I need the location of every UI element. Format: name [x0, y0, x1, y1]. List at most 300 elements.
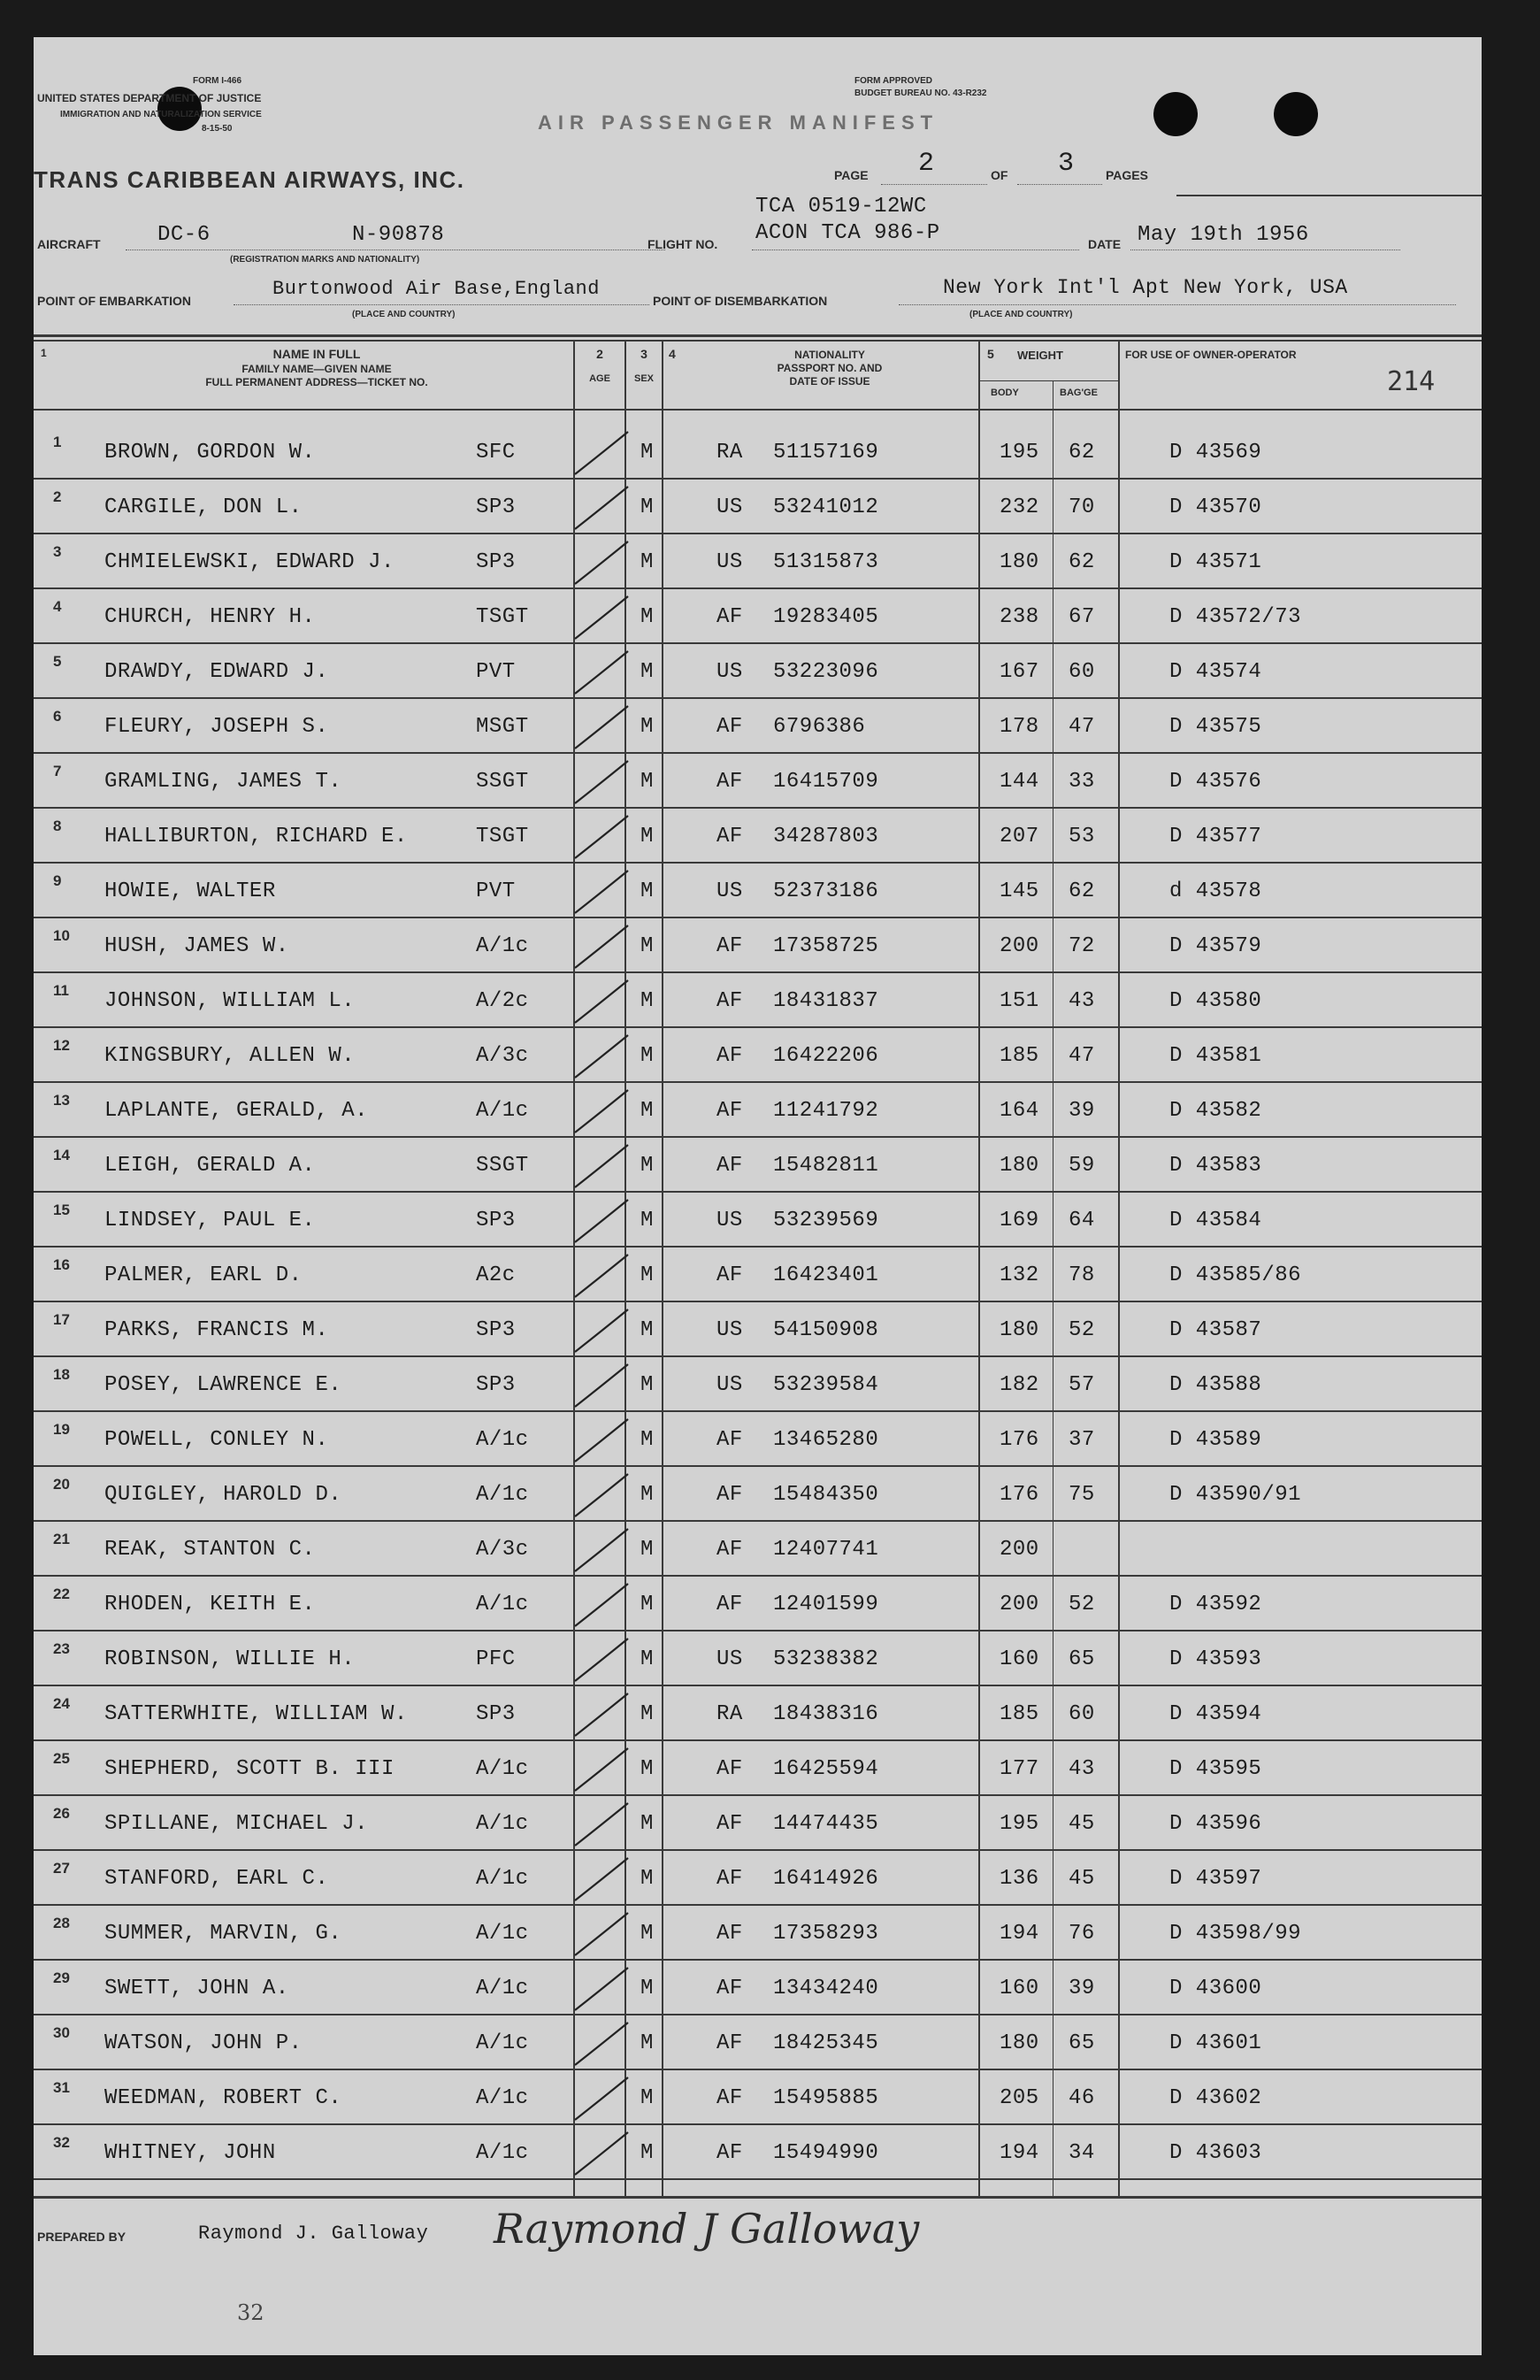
passenger-nationality: AF: [716, 1812, 743, 1836]
body-weight: 144: [1000, 770, 1039, 794]
age-slash-mark: [575, 1639, 628, 1681]
ticket-number: d 43578: [1169, 879, 1262, 903]
baggage-weight-heading: BAG'GE: [1060, 388, 1098, 398]
flight-date: May 19th 1956: [1138, 223, 1309, 247]
ticket-number: D 43594: [1169, 1702, 1262, 1726]
passenger-nationality: AF: [716, 715, 743, 739]
age-slash-mark: [575, 1803, 628, 1846]
age-slash-mark: [575, 1913, 628, 1955]
passenger-rank: A/1c: [476, 1428, 529, 1452]
body-weight: 169: [1000, 1209, 1039, 1232]
ticket-number: D 43600: [1169, 1977, 1262, 2000]
passenger-name: DRAWDY, EDWARD J.: [104, 660, 329, 684]
passport-number: 12407741: [773, 1538, 879, 1562]
passenger-sex: M: [640, 2086, 654, 2110]
passenger-rank: TSGT: [476, 605, 529, 629]
budget-bureau: BUDGET BUREAU NO. 43-R232: [854, 88, 987, 98]
ticket-number: D 43580: [1169, 989, 1262, 1013]
passenger-name: HOWIE, WALTER: [104, 879, 276, 903]
passport-number: 16414926: [773, 1867, 879, 1891]
body-weight: 207: [1000, 825, 1039, 848]
passenger-rank: A/3c: [476, 1044, 529, 1068]
passenger-nationality: US: [716, 1373, 743, 1397]
ticket-number: D 43588: [1169, 1373, 1262, 1397]
ticket-number: D 43590/91: [1169, 1483, 1302, 1507]
age-slash-mark: [575, 1858, 628, 1900]
age-slash-mark: [575, 1529, 628, 1571]
passenger-nationality: AF: [716, 2031, 743, 2055]
passenger-nationality: AF: [716, 2141, 743, 2165]
passenger-nationality: AF: [716, 1099, 743, 1123]
owner-operator-heading: FOR USE OF OWNER-OPERATOR: [1125, 349, 1297, 361]
passenger-sex: M: [640, 1044, 654, 1068]
passenger-sex: M: [640, 1593, 654, 1616]
embarkation-point: Burtonwood Air Base,England: [272, 278, 600, 300]
age-column-strokes: [34, 37, 1482, 2355]
prepared-by-label: PREPARED BY: [37, 2230, 126, 2244]
weight-heading: WEIGHT: [1017, 349, 1063, 362]
ticket-number: D 43571: [1169, 550, 1262, 574]
ticket-number: D 43585/86: [1169, 1263, 1302, 1287]
passenger-rank: A/1c: [476, 1977, 529, 2000]
family-name-heading: FAMILY NAME—GIVEN NAME: [241, 362, 392, 375]
passenger-name: LAPLANTE, GERALD, A.: [104, 1099, 369, 1123]
row-number: 2: [53, 488, 62, 505]
passport-number: 15494990: [773, 2141, 879, 2165]
flight-number-2: ACON TCA 986-P: [755, 221, 940, 245]
row-number: 31: [53, 2079, 70, 2096]
ticket-number: D 43576: [1169, 770, 1262, 794]
age-slash-mark: [575, 596, 628, 639]
body-weight: 194: [1000, 1922, 1039, 1946]
passenger-name: SPILLANE, MICHAEL J.: [104, 1812, 369, 1836]
manifest-title: AIR PASSENGER MANIFEST: [538, 111, 939, 134]
age-slash-mark: [575, 1145, 628, 1187]
row-number: 12: [53, 1037, 70, 1054]
row-number: 7: [53, 763, 62, 779]
baggage-weight: 33: [1069, 770, 1095, 794]
body-weight: 238: [1000, 605, 1039, 629]
age-slash-mark: [575, 1419, 628, 1462]
passenger-rank: A/1c: [476, 1812, 529, 1836]
passenger-rank: A/1c: [476, 2141, 529, 2165]
baggage-weight: 46: [1069, 2086, 1095, 2110]
ticket-number: D 43572/73: [1169, 605, 1302, 629]
passport-number: 15495885: [773, 2086, 879, 2110]
passport-number: 15482811: [773, 1154, 879, 1178]
preparer-signature: Raymond J Galloway: [494, 2205, 920, 2253]
form-number: FORM I-466: [193, 76, 242, 86]
passport-number: 53238382: [773, 1647, 879, 1671]
body-weight: 180: [1000, 1154, 1039, 1178]
row-number: 23: [53, 1640, 70, 1657]
passenger-name: SUMMER, MARVIN, G.: [104, 1922, 342, 1946]
sex-heading: SEX: [633, 372, 654, 384]
page-stamp-number: 214: [1387, 366, 1436, 397]
aircraft-registration: N-90878: [352, 223, 445, 247]
passenger-rank: A2c: [476, 1263, 516, 1287]
baggage-weight: 45: [1069, 1867, 1095, 1891]
passenger-rank: SP3: [476, 495, 516, 519]
age-slash-mark: [575, 432, 628, 474]
body-weight: 145: [1000, 879, 1039, 903]
ticket-number: D 43589: [1169, 1428, 1262, 1452]
passenger-sex: M: [640, 1099, 654, 1123]
passport-number: 51315873: [773, 550, 879, 574]
body-weight: 151: [1000, 989, 1039, 1013]
row-number: 18: [53, 1366, 70, 1383]
passenger-name: STANFORD, EARL C.: [104, 1867, 329, 1891]
pages-label: PAGES: [1106, 168, 1148, 182]
passenger-name: LINDSEY, PAUL E.: [104, 1209, 316, 1232]
passport-number: 16423401: [773, 1263, 879, 1287]
date-label: DATE: [1088, 237, 1122, 251]
passenger-rank: A/1c: [476, 1922, 529, 1946]
row-number: 17: [53, 1311, 70, 1328]
row-number: 15: [53, 1202, 70, 1218]
passport-number: 53241012: [773, 495, 879, 519]
ticket-number: D 43575: [1169, 715, 1262, 739]
passport-number: 17358293: [773, 1922, 879, 1946]
row-number: 29: [53, 1969, 70, 1986]
passenger-sex: M: [640, 1538, 654, 1562]
row-number: 9: [53, 872, 62, 889]
row-number: 19: [53, 1421, 70, 1438]
passenger-sex: M: [640, 605, 654, 629]
passenger-nationality: AF: [716, 1867, 743, 1891]
passenger-nationality: US: [716, 550, 743, 574]
row-number: 27: [53, 1860, 70, 1877]
body-weight: 178: [1000, 715, 1039, 739]
passenger-nationality: AF: [716, 825, 743, 848]
passport-number: 34287803: [773, 825, 879, 848]
row-number: 24: [53, 1695, 70, 1712]
passenger-name: FLEURY, JOSEPH S.: [104, 715, 329, 739]
row-number: 22: [53, 1585, 70, 1602]
passenger-nationality: US: [716, 1318, 743, 1342]
passenger-nationality: US: [716, 660, 743, 684]
passenger-rank: SP3: [476, 550, 516, 574]
passport-number: 13465280: [773, 1428, 879, 1452]
passenger-sex: M: [640, 825, 654, 848]
passport-number: 16422206: [773, 1044, 879, 1068]
aircraft-type: DC-6: [157, 223, 211, 247]
age-slash-mark: [575, 1693, 628, 1736]
passenger-sex: M: [640, 1977, 654, 2000]
passenger-nationality: AF: [716, 1483, 743, 1507]
row-number: 30: [53, 2024, 70, 2041]
passenger-rank: A/1c: [476, 934, 529, 958]
passenger-name: PALMER, EARL D.: [104, 1263, 303, 1287]
passenger-rank: PVT: [476, 660, 516, 684]
passport-number: 51157169: [773, 441, 879, 464]
row-number: 26: [53, 1805, 70, 1822]
passenger-rank: A/1c: [476, 1867, 529, 1891]
row-number: 14: [53, 1147, 70, 1163]
passenger-rank: PVT: [476, 879, 516, 903]
baggage-weight: 52: [1069, 1318, 1095, 1342]
baggage-weight: 53: [1069, 825, 1095, 848]
baggage-weight: 78: [1069, 1263, 1095, 1287]
age-slash-mark: [575, 871, 628, 913]
body-weight: 180: [1000, 550, 1039, 574]
passenger-name: WEEDMAN, ROBERT C.: [104, 2086, 342, 2110]
passenger-rank: SP3: [476, 1702, 516, 1726]
passport-number: 18438316: [773, 1702, 879, 1726]
age-slash-mark: [575, 1200, 628, 1242]
passenger-nationality: AF: [716, 989, 743, 1013]
passenger-nationality: US: [716, 879, 743, 903]
body-weight: 194: [1000, 2141, 1039, 2165]
passenger-name: HALLIBURTON, RICHARD E.: [104, 825, 408, 848]
baggage-weight: 60: [1069, 660, 1095, 684]
passenger-name: SHEPHERD, SCOTT B. III: [104, 1757, 395, 1781]
passport-number: 15484350: [773, 1483, 879, 1507]
passenger-sex: M: [640, 550, 654, 574]
passenger-sex: M: [640, 1209, 654, 1232]
body-weight: 200: [1000, 1538, 1039, 1562]
passenger-nationality: AF: [716, 1977, 743, 2000]
body-weight: 180: [1000, 2031, 1039, 2055]
baggage-weight: 65: [1069, 2031, 1095, 2055]
age-slash-mark: [575, 1968, 628, 2010]
passenger-sex: M: [640, 1922, 654, 1946]
passenger-sex: M: [640, 934, 654, 958]
ticket-number: D 43598/99: [1169, 1922, 1302, 1946]
passenger-name: POSEY, LAWRENCE E.: [104, 1373, 342, 1397]
passenger-name: QUIGLEY, HAROLD D.: [104, 1483, 342, 1507]
passenger-nationality: AF: [716, 1154, 743, 1178]
issue-date-heading: DATE OF ISSUE: [789, 375, 870, 388]
passenger-sex: M: [640, 989, 654, 1013]
col2-number: 2: [596, 347, 603, 361]
ticket-number: D 43592: [1169, 1593, 1262, 1616]
passenger-rank: A/1c: [476, 1757, 529, 1781]
row-number: 5: [53, 653, 62, 670]
age-slash-mark: [575, 487, 628, 529]
passenger-rank: A/1c: [476, 1593, 529, 1616]
passenger-nationality: US: [716, 1647, 743, 1671]
ticket-number: D 43579: [1169, 934, 1262, 958]
body-weight: 160: [1000, 1977, 1039, 2000]
ticket-number: D 43587: [1169, 1318, 1262, 1342]
passenger-name: JOHNSON, WILLIAM L.: [104, 989, 356, 1013]
passenger-nationality: RA: [716, 441, 743, 464]
passport-number: 53223096: [773, 660, 879, 684]
disembarkation-point: New York Int'l Apt New York, USA: [943, 276, 1348, 299]
baggage-weight: 57: [1069, 1373, 1095, 1397]
age-slash-mark: [575, 1584, 628, 1626]
aircraft-label: AIRCRAFT: [37, 237, 101, 251]
baggage-weight: 76: [1069, 1922, 1095, 1946]
age-slash-mark: [575, 2077, 628, 2120]
passenger-sex: M: [640, 1647, 654, 1671]
col3-number: 3: [640, 347, 647, 361]
passenger-name: ROBINSON, WILLIE H.: [104, 1647, 356, 1671]
baggage-weight: 39: [1069, 1099, 1095, 1123]
ticket-number: D 43581: [1169, 1044, 1262, 1068]
passenger-sex: M: [640, 1757, 654, 1781]
body-weight: 136: [1000, 1867, 1039, 1891]
age-slash-mark: [575, 651, 628, 694]
passport-number: 17358725: [773, 934, 879, 958]
passenger-rank: A/1c: [476, 2031, 529, 2055]
body-weight: 180: [1000, 1318, 1039, 1342]
baggage-weight: 37: [1069, 1428, 1095, 1452]
manifest-sheet: [34, 37, 1482, 2355]
ticket-number: D 43601: [1169, 2031, 1262, 2055]
baggage-weight: 52: [1069, 1593, 1095, 1616]
age-slash-mark: [575, 1474, 628, 1516]
body-weight: 200: [1000, 1593, 1039, 1616]
body-weight: 185: [1000, 1702, 1039, 1726]
age-slash-mark: [575, 1035, 628, 1078]
passport-number: 11241792: [773, 1099, 879, 1123]
passenger-nationality: AF: [716, 605, 743, 629]
passenger-name: WATSON, JOHN P.: [104, 2031, 303, 2055]
passenger-sex: M: [640, 2141, 654, 2165]
page-label: PAGE: [834, 168, 869, 182]
baggage-weight: 34: [1069, 2141, 1095, 2165]
ticket-number: D 43593: [1169, 1647, 1262, 1671]
row-number: 1: [53, 434, 62, 450]
passport-number: 13434240: [773, 1977, 879, 2000]
row-number: 32: [53, 2134, 70, 2151]
age-slash-mark: [575, 1309, 628, 1352]
passenger-name: SATTERWHITE, WILLIAM W.: [104, 1702, 408, 1726]
body-weight: 200: [1000, 934, 1039, 958]
row-number: 21: [53, 1531, 70, 1547]
row-number: 3: [53, 543, 62, 560]
passport-number: 12401599: [773, 1593, 879, 1616]
body-weight-heading: BODY: [991, 388, 1019, 398]
body-weight: 160: [1000, 1647, 1039, 1671]
passport-number: 14474435: [773, 1812, 879, 1836]
passenger-name: BROWN, GORDON W.: [104, 441, 316, 464]
body-weight: 132: [1000, 1263, 1039, 1287]
age-slash-mark: [575, 1364, 628, 1407]
passenger-rank: A/1c: [476, 1099, 529, 1123]
passenger-name: WHITNEY, JOHN: [104, 2141, 276, 2165]
flight-label: FLIGHT NO.: [647, 237, 718, 251]
passenger-name: SWETT, JOHN A.: [104, 1977, 289, 2000]
passenger-rank: MSGT: [476, 715, 529, 739]
age-heading: AGE: [589, 372, 610, 384]
embark-place-caption: (PLACE AND COUNTRY): [352, 310, 456, 319]
row-number: 11: [53, 982, 69, 999]
passenger-rank: SP3: [476, 1318, 516, 1342]
of-label: OF: [991, 168, 1008, 182]
passport-number: 53239584: [773, 1373, 879, 1397]
passenger-rank: A/1c: [476, 1483, 529, 1507]
baggage-weight: 43: [1069, 989, 1095, 1013]
passenger-sex: M: [640, 1483, 654, 1507]
baggage-weight: 70: [1069, 495, 1095, 519]
passenger-nationality: US: [716, 1209, 743, 1232]
passenger-nationality: AF: [716, 934, 743, 958]
service-line: IMMIGRATION AND NATURALIZATION SERVICE: [60, 110, 262, 119]
row-number: 6: [53, 708, 62, 725]
body-weight: 232: [1000, 495, 1039, 519]
passenger-rank: TSGT: [476, 825, 529, 848]
body-weight: 176: [1000, 1483, 1039, 1507]
passenger-rank: A/1c: [476, 2086, 529, 2110]
passenger-sex: M: [640, 1373, 654, 1397]
margin-note: 32: [237, 2300, 264, 2325]
passenger-rank: SSGT: [476, 770, 529, 794]
flight-number-1: TCA 0519-12WC: [755, 195, 927, 219]
ticket-number: D 43602: [1169, 2086, 1262, 2110]
passenger-name: PARKS, FRANCIS M.: [104, 1318, 329, 1342]
baggage-weight: 72: [1069, 934, 1095, 958]
passenger-nationality: RA: [716, 1702, 743, 1726]
body-weight: 205: [1000, 2086, 1039, 2110]
passport-number: 19283405: [773, 605, 879, 629]
page-total: 3: [1058, 149, 1075, 179]
age-slash-mark: [575, 816, 628, 858]
baggage-weight: 62: [1069, 441, 1095, 464]
ticket-number: D 43596: [1169, 1812, 1262, 1836]
registration-caption: (REGISTRATION MARKS AND NATIONALITY): [230, 255, 420, 265]
passenger-nationality: AF: [716, 1263, 743, 1287]
ticket-number: D 43570: [1169, 495, 1262, 519]
row-number: 20: [53, 1476, 70, 1493]
ticket-number: D 43577: [1169, 825, 1262, 848]
page-number: 2: [918, 149, 935, 179]
passenger-nationality: AF: [716, 1593, 743, 1616]
passport-number: 54150908: [773, 1318, 879, 1342]
passenger-name: CHURCH, HENRY H.: [104, 605, 316, 629]
col5-number: 5: [987, 347, 994, 361]
ticket-number: D 43603: [1169, 2141, 1262, 2165]
passenger-sex: M: [640, 1263, 654, 1287]
passport-number: 16415709: [773, 770, 879, 794]
age-slash-mark: [575, 706, 628, 749]
passenger-rank: SP3: [476, 1209, 516, 1232]
carrier-name: TRANS CARIBBEAN AIRWAYS, INC.: [34, 166, 465, 193]
col1-number: 1: [41, 347, 47, 359]
passenger-name: CHMIELEWSKI, EDWARD J.: [104, 550, 395, 574]
row-number: 16: [53, 1256, 70, 1273]
name-heading: NAME IN FULL: [272, 347, 361, 361]
baggage-weight: 47: [1069, 715, 1095, 739]
passport-number: 18431837: [773, 989, 879, 1013]
ticket-number: D 43569: [1169, 441, 1262, 464]
passport-number: 6796386: [773, 715, 866, 739]
passenger-sex: M: [640, 441, 654, 464]
age-slash-mark: [575, 541, 628, 584]
body-weight: 195: [1000, 441, 1039, 464]
body-weight: 164: [1000, 1099, 1039, 1123]
passenger-sex: M: [640, 715, 654, 739]
form-date: 8-15-50: [202, 124, 233, 134]
row-number: 25: [53, 1750, 70, 1767]
passenger-rank: PFC: [476, 1647, 516, 1671]
passport-number: 52373186: [773, 879, 879, 903]
col4-number: 4: [669, 347, 676, 361]
passenger-name: POWELL, CONLEY N.: [104, 1428, 329, 1452]
passenger-nationality: AF: [716, 1044, 743, 1068]
age-slash-mark: [575, 925, 628, 968]
passenger-sex: M: [640, 1812, 654, 1836]
passenger-sex: M: [640, 770, 654, 794]
passenger-sex: M: [640, 495, 654, 519]
passenger-sex: M: [640, 2031, 654, 2055]
passport-number: 18425345: [773, 2031, 879, 2055]
ticket-number: D 43583: [1169, 1154, 1262, 1178]
body-weight: 185: [1000, 1044, 1039, 1068]
passenger-name: LEIGH, GERALD A.: [104, 1154, 316, 1178]
